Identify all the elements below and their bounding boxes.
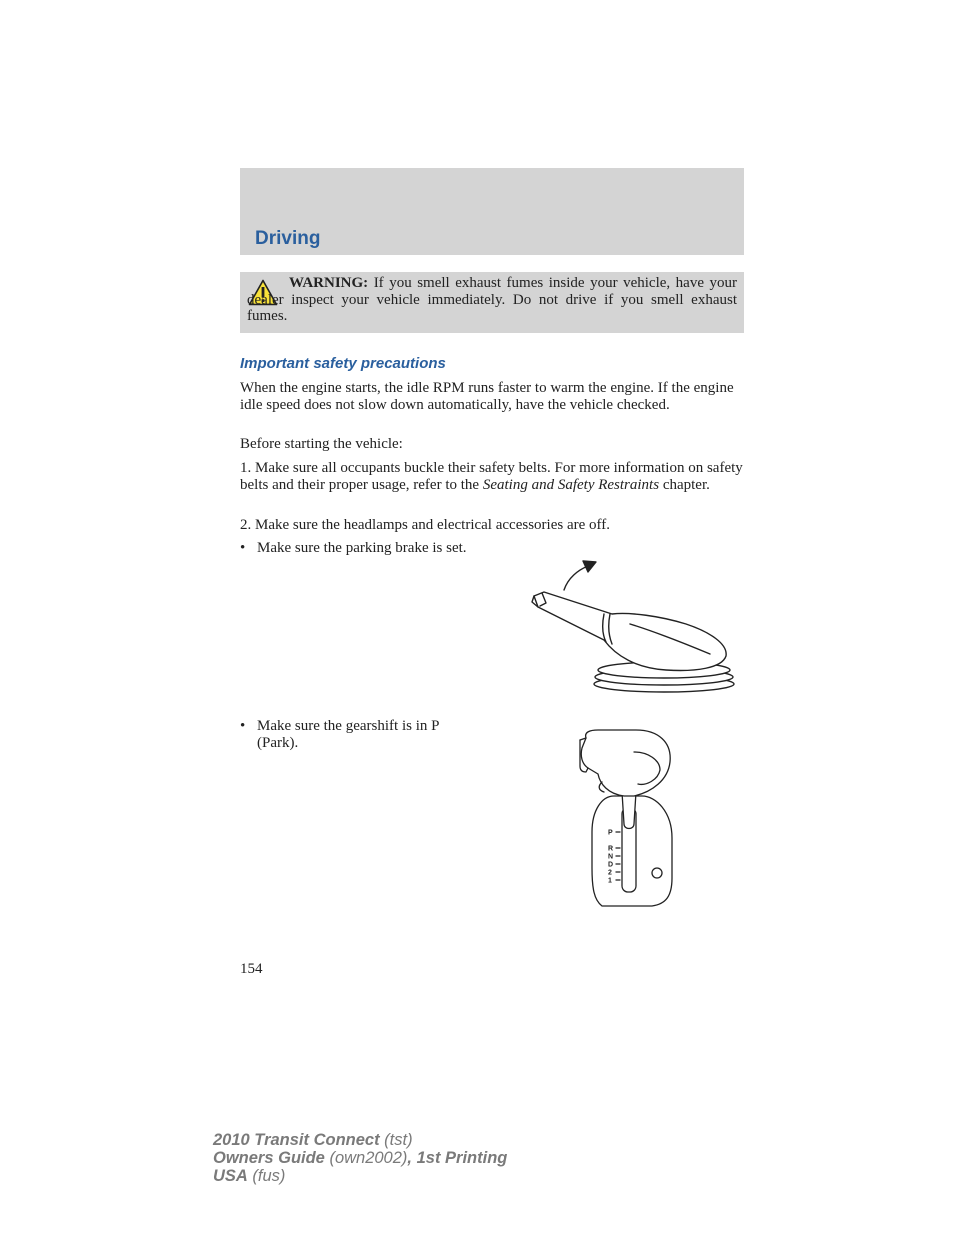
footer-line-3: [213, 1167, 507, 1185]
bullet-text: Make sure the parking brake is set.: [257, 540, 467, 556]
bullet-gearshift: [240, 718, 480, 751]
gear-label-r: R: [608, 845, 614, 853]
footer-model-code: (tst): [379, 1131, 413, 1149]
parking-brake-illustration: [526, 552, 738, 694]
bullet-dot: •: [240, 718, 246, 734]
warning-text-block: [247, 275, 737, 325]
paragraph-step-2: 2. Make sure the headlamps and electrical accessories are off.: [240, 517, 610, 533]
gear-label-d: D: [608, 861, 614, 869]
footer-model: 2010 Transit Connect: [213, 1131, 380, 1149]
footer-guide: Owners Guide: [213, 1149, 325, 1167]
paragraph-idle-rpm: When the engine starts, the idle RPM runs faster to warm the engine. If the engine idle speed does not slow down automatically, have the vehicle checked.: [240, 380, 734, 413]
gear-label-n: N: [608, 853, 614, 861]
footer-line-1: [213, 1131, 507, 1149]
gearshift-illustration: [572, 728, 682, 910]
section-heading: Important safety precautions: [240, 355, 446, 372]
footer-line-2: [213, 1149, 507, 1167]
step-1-text: 1. Make sure all occupants buckle their safety belts. For more information on safety belts and their proper usage, refer to the: [240, 460, 743, 493]
gear-label-2: 2: [608, 869, 612, 877]
print-footer: [213, 1131, 507, 1185]
footer-guide-code: (own2002): [324, 1149, 408, 1167]
step-1-tail: chapter.: [659, 476, 710, 493]
chapter-header: [240, 168, 744, 255]
paragraph-before-starting: Before starting the vehicle:: [240, 436, 403, 452]
bullet-text: Make sure the gearshift is in P (Park).: [257, 718, 439, 751]
gear-label-p: P: [608, 829, 613, 837]
footer-market: USA: [213, 1167, 248, 1185]
bullet-dot: •: [240, 540, 246, 556]
chapter-title: Driving: [255, 228, 321, 249]
chapter-reference: Seating and Safety Restraints: [482, 476, 660, 493]
footer-printing: , 1st Printing: [407, 1149, 508, 1167]
page-number: 154: [240, 961, 263, 977]
warning-message: If you smell exhaust fumes inside your vehicle, have your dealer inspect your vehicle immediately. Do not drive if you smell exhaust fumes.: [247, 275, 737, 324]
footer-market-code: (fus): [247, 1167, 286, 1185]
warning-box: [240, 272, 744, 333]
warning-label: WARNING:: [289, 275, 369, 291]
paragraph-step-1: [240, 460, 744, 493]
pull-arrow-icon: [564, 566, 588, 590]
bullet-parking-brake: [240, 540, 480, 557]
gear-label-1: 1: [608, 877, 612, 885]
